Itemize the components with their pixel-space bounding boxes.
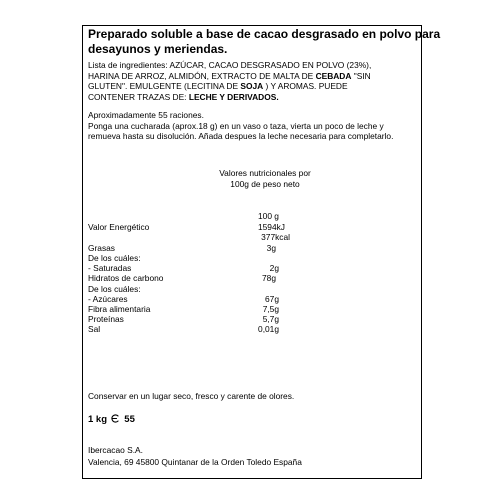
nutrition-header-line-2: 100g de peso neto — [230, 178, 300, 189]
nutrition-value-carbohydrates: 78g — [262, 273, 276, 283]
nutrition-label-fat: Grasas — [88, 243, 115, 253]
ingredients-text: ) Y AROMAS. PUEDE — [263, 81, 348, 91]
allergen-cebada: CEBADA — [315, 70, 352, 81]
portion-count: 55 — [124, 414, 135, 425]
allergen-leche: LECHE Y DERIVADOS. — [188, 91, 279, 102]
ingredients-line-4 — [88, 92, 418, 103]
portions-line: Aproximadamente 55 raciones. — [88, 110, 204, 120]
nutrition-label-saturated: - Saturadas — [88, 263, 132, 273]
product-title-line-2: desayunos y meriendas. — [88, 42, 228, 56]
instructions-line-2: remueva hasta su disolución. Añada despues la leche necesaria para completarlo. — [88, 131, 394, 141]
nutrition-value-energy-kj: 1594kJ — [257, 222, 285, 232]
nutrition-header — [200, 168, 330, 189]
nutrition-label-carbohydrates: Hidratos de carbono — [88, 273, 164, 283]
product-title-line-1: Preparado soluble a base de cacao desgrasado en polvo para — [88, 27, 441, 41]
ingredients-text: HARINA DE ARROZ, ALMIDÓN, EXTRACTO DE MALTA DE — [88, 70, 316, 81]
nutrition-header-line-1: Valores nutricionales por — [219, 168, 311, 178]
nutrition-label-of-which: De los cuáles: — [88, 284, 141, 294]
product-title — [88, 27, 441, 57]
ingredients-list — [88, 60, 418, 102]
company-address: Valencia, 69 45800 Quintanar de la Orden Toledo España — [88, 457, 302, 467]
ingredients-line-3 — [88, 81, 418, 92]
ingredients-text: GLUTEN". EMULGENTE (LECITINA DE — [88, 81, 241, 91]
nutrition-value-saturated: 2g — [269, 263, 279, 273]
nutrition-label-salt: Sal — [88, 324, 101, 334]
ingredients-line-1: Lista de ingredientes: AZÚCAR, CACAO DESGRASADO EN POLVO (23%), — [88, 60, 372, 70]
nutrition-label-energy: Valor Energético — [88, 222, 150, 232]
preparation-instructions — [88, 110, 418, 142]
storage-instructions: Conservar en un lugar seco, fresco y carente de olores. — [88, 391, 295, 401]
net-weight: 1 kg — [88, 414, 108, 425]
nutrition-value-salt: 0,01g — [258, 324, 279, 334]
nutrition-column-header: 100 g — [258, 211, 279, 221]
nutrition-value-fat: 3g — [266, 243, 276, 253]
nutrition-label-sugars: - Azúcares — [88, 294, 128, 304]
ingredients-line-2 — [88, 71, 418, 82]
instructions-line-1: Ponga una cucharada (aprox.18 g) en un vaso o taza, vierta un poco de leche y — [88, 120, 384, 131]
estimated-e-mark-icon — [111, 414, 120, 423]
allergen-soja: SOJA — [240, 81, 264, 91]
nutrition-label-protein: Proteínas — [88, 314, 124, 324]
package-info — [88, 414, 135, 425]
nutrition-value-sugars: 67g — [265, 294, 279, 304]
nutrition-value-protein: 5,7g — [262, 314, 279, 324]
ingredients-text: CONTENER TRAZAS DE: — [88, 91, 189, 102]
nutrition-value-fibre: 7,5g — [262, 304, 279, 314]
nutrition-value-energy-kcal: 377kcal — [261, 232, 290, 242]
nutrition-label-of-which: De los cuáles: — [88, 253, 141, 263]
ingredients-text: "SIN — [351, 70, 371, 81]
company-name: Ibercacao S.A. — [88, 445, 143, 455]
nutrition-label-fibre: Fibra alimentaria — [88, 304, 151, 314]
